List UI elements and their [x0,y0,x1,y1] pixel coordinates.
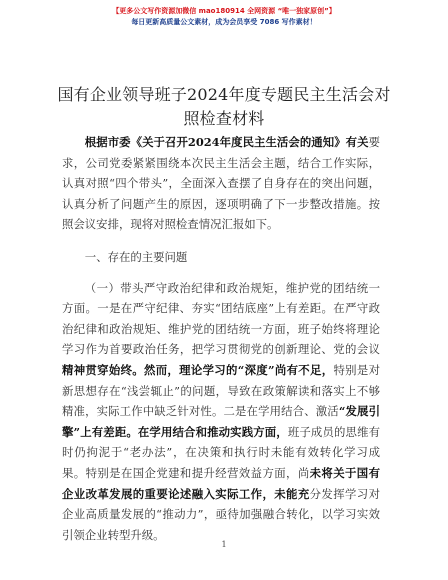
promo-banner-line1: 【更多公文写作资源加微信 mao180914 全网资源 “唯一独家原创”】 [112,7,336,15]
para-run-3: 特别是对新思想存在“浅尝辄止”的问题，导致在政策解读和落实上不够精准，实际工作中缺乏针对性。二是在学用结合、激活 [62,362,380,419]
para-run-2: 精神贯穿始终。然而，理论学习的“深度”尚有不足， [62,362,334,377]
para-run-7: 分发挥学习对企业高质量发展的“推动力”，亟待加强融合转化，以学习实效引领企业转型升级。 [62,486,380,542]
para-run-6: 未将关于国有企业改革发展的重要论述融入实际工作，未能充 [62,465,380,501]
problem-paragraph-1 [62,278,380,546]
para-run-5: 班子成员的思维有时仍拘泥于“老办法”，在决策和执行时未能有效转化学习成果。特别是在国企党建和提升经营效益方面，尚 [62,424,380,480]
document-body [62,132,380,545]
para-run-1: （一）带头严守政治纪律和政治规矩，维护党的团结统一方面。一是在严守纪律、夯实“团结底座”上有差距。在严守政治纪律和政治规矩、维护党的团结统一方面，班子始终将理论学习作为首要政治任务，把学习贯彻党的创新理论、党的会议 [62,280,380,357]
promo-banner-line2: 每日更新高质量公文素材，成为会员享受 7086 写作素材！ [131,18,317,26]
intro-paragraph [62,132,380,235]
para-run-4: “发展引擎”上有差距。在学用结合和推动实践方面， [62,404,380,439]
intro-run-1: 根据市委《关于召开2024年度民主生活会的通知》有关 [84,135,369,149]
document-title: 国有企业领导班子2024年度专题民主生活会对照检查材料 [57,85,391,128]
promo-banner [0,7,448,27]
section-heading-1: 一、存在的主要问题 [84,249,188,264]
page-number: 1 [221,540,227,549]
intro-run-2: 要求，公司党委紧紧围绕本次民主生活会主题，结合工作实际，认真对照“四个带头”，全面深入查摆了自身存在的突出问题，认真分析了问题产生的原因，逐项明确了下一步整改措施。按照会议安排，现将对照检查情况汇报如下。 [62,135,380,232]
